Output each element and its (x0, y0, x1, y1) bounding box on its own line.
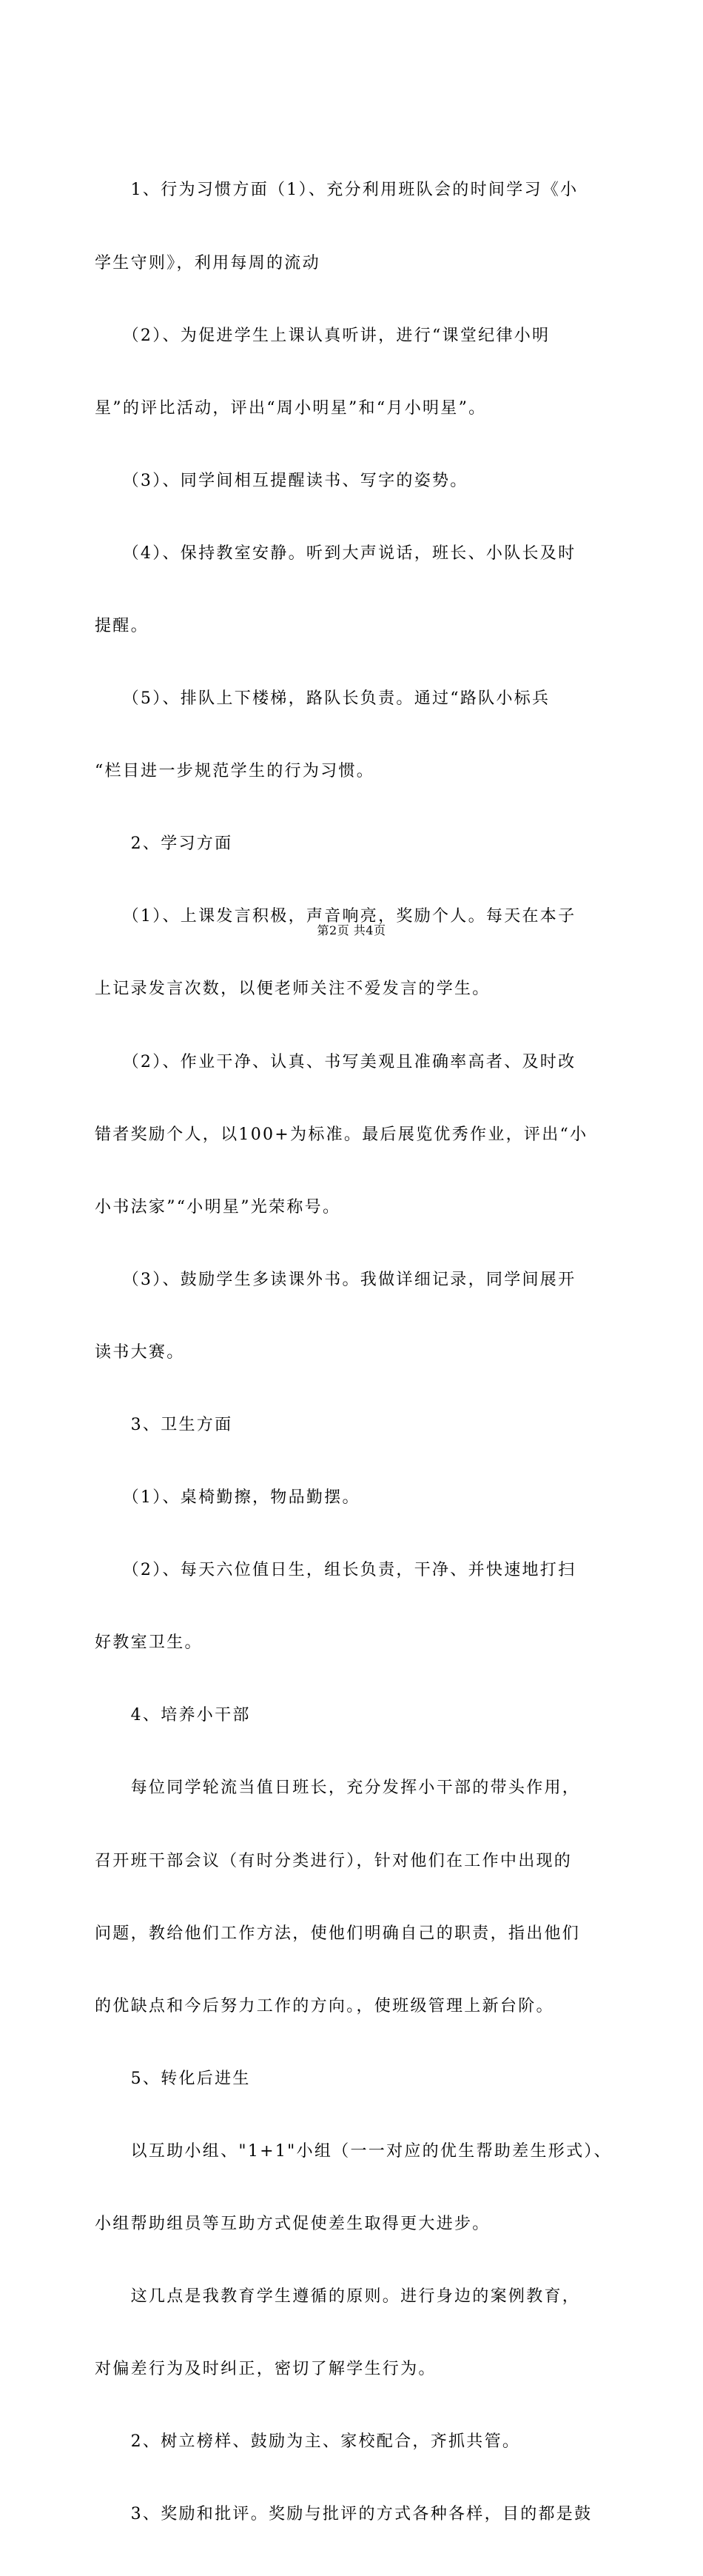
page-number: 第2页 共4页 (317, 923, 386, 937)
text-line: （1）、桌椅勤擦，物品勤摆。 (95, 1488, 360, 1508)
text-line: 1、行为习惯方面（1）、充分利用班队会的时间学习《小 (95, 181, 579, 200)
text-line: 这几点是我教育学生遵循的原则。进行身边的案例教育， (95, 2287, 581, 2306)
text-line: 读书大赛。 (95, 1342, 185, 1362)
text-line: 上记录发言次数，以便老师关注不爱发言的学生。 (95, 980, 491, 999)
text-line: （3）、同学间相互提醒读书、写字的姿势。 (95, 471, 468, 490)
text-line: 小组帮助组员等互助方式促使差生取得更大进步。 (95, 2215, 491, 2234)
text-line: （2）、作业干净、认真、书写美观且准确率高者、及时改 (95, 1052, 576, 1071)
text-line: 好教室卫生。 (95, 1633, 203, 1653)
text-line: 学生守则》，利用每周的流动 (95, 253, 320, 272)
section-heading: 2、学习方面 (95, 834, 233, 854)
text-line: 2、树立榜样、鼓励为主、家校配合，齐抓共管。 (95, 2432, 521, 2452)
text-line: （2）、为促进学生上课认真听讲，进行“课堂纪律小明 (95, 326, 551, 345)
text-line: （4）、保持教室安静。听到大声说话，班长、小队长及时 (95, 543, 576, 563)
text-line: 对偏差行为及时纠正，密切了解学生行为。 (95, 2360, 437, 2379)
text-line: （2）、每天六位值日生，组长负责，干净、并快速地打扫 (95, 1561, 576, 1580)
text-line: 提醒。 (95, 616, 149, 635)
text-line: 3、奖励和批评。奖励与批评的方式各种各样，目的都是鼓 (95, 2505, 593, 2524)
document-body (95, 130, 622, 2576)
text-line: 问题，教给他们工作方法，使他们明确自己的职责，指出他们 (95, 1924, 581, 1943)
section-heading: 4、培养小干部 (95, 1706, 251, 1725)
text-line: （1）、上课发言积极，声音响亮，奖励个人。每天在本子 (95, 907, 576, 926)
text-line: 以互助小组、"1+1"小组（一一对应的优生帮助差生形式）、 (95, 2141, 612, 2161)
section-heading: 5、转化后进生 (95, 2069, 251, 2088)
text-line: 召开班干部会议（有时分类进行），针对他们在工作中出现的 (95, 1851, 573, 1870)
text-line: （5）、排队上下楼梯，路队长负责。通过“路队小标兵 (95, 689, 551, 709)
document-text (95, 130, 622, 2576)
text-line: 错者奖励个人，以100+为标准。最后展览优秀作业，评出“小 (95, 1125, 588, 1144)
text-line: （3）、鼓励学生多读课外书。我做详细记录，同学间展开 (95, 1270, 576, 1289)
text-line: “栏目进一步规范学生的行为习惯。 (95, 762, 375, 781)
text-line: 的优缺点和今后努力工作的方向。，使班级管理上新台阶。 (95, 1996, 554, 2015)
text-line: 小书法家”“小明星”光荣称号。 (95, 1197, 341, 1217)
text-line: 星”的评比活动，评出“周小明星”和“月小明星”。 (95, 398, 487, 418)
text-line: 每位同学轮流当值日班长，充分发挥小干部的带头作用， (95, 1779, 581, 1798)
page-footer (0, 921, 703, 938)
section-heading: 3、卫生方面 (95, 1416, 233, 1434)
